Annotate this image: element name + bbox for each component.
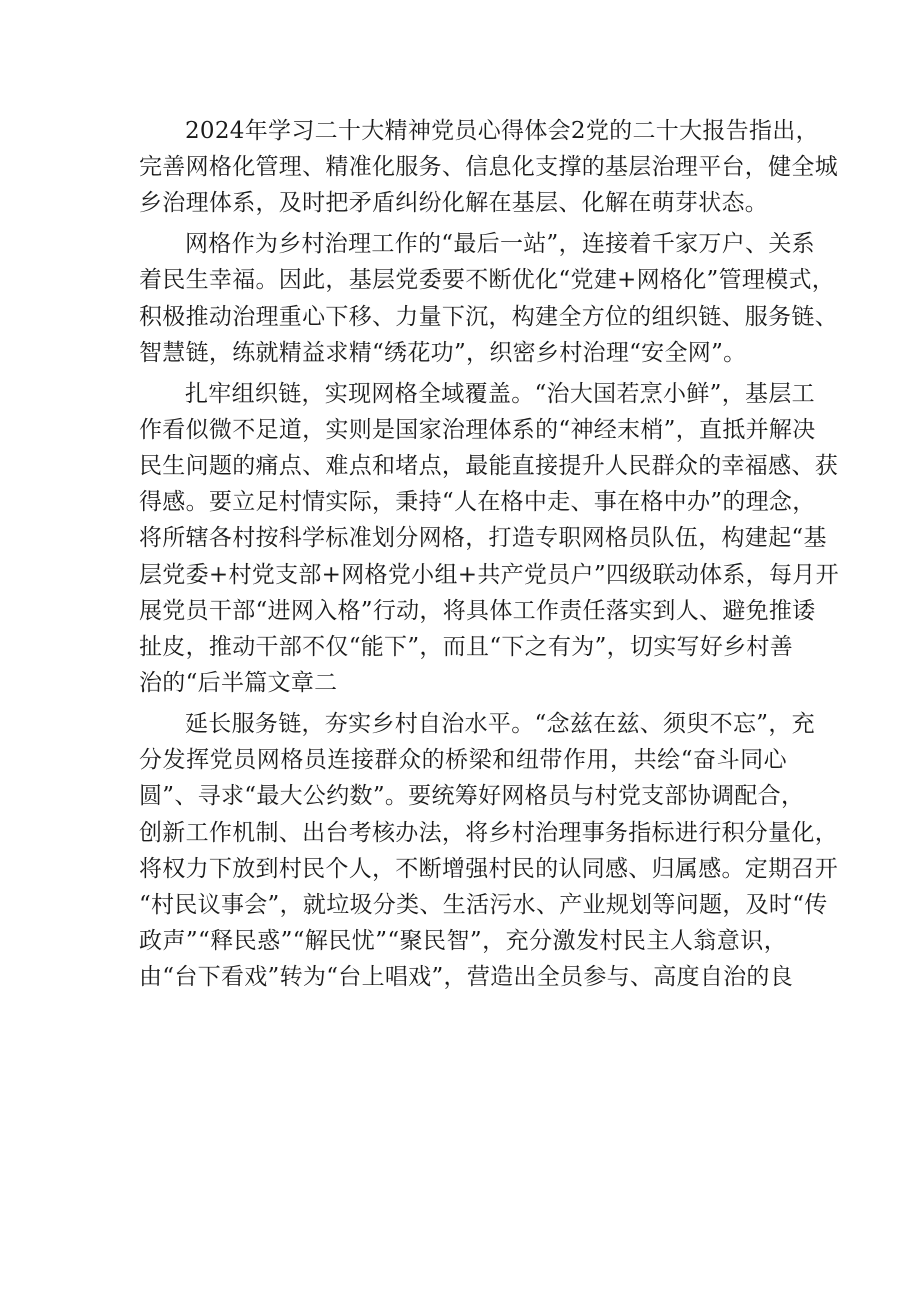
text-line: 治的“后半篇文章二 xyxy=(139,670,338,697)
text-line: 层党委+村党支部+网格党小组+共产党员户”四级联动体系，每月开 xyxy=(139,561,839,588)
text-line: 扎牢组织链，实现网格全域覆盖。“治大国若烹小鲜”，基层工 xyxy=(185,380,815,407)
text-line: 积极推动治理重心下移、力量下沉，构建全方位的组织链、服务链、 xyxy=(139,303,838,330)
text-line: “村民议事会”，就垃圾分类、生活污水、产业规划等问题，及时“传 xyxy=(139,892,828,919)
paragraph-2 xyxy=(139,226,838,371)
text-line: 得感。要立足村情实际，秉持“人在格中走、事在格中办”的理念， xyxy=(139,489,816,516)
text-line: 作看似微不足道，实则是国家治理体系的“神经末梢”，直抵并解决 xyxy=(139,416,816,443)
text-line: 分发挥党员网格员连接群众的桥梁和纽带作用，共绘“奋斗同心 xyxy=(139,747,787,774)
text-line: 民生问题的痛点、难点和堵点，最能直接提升人民群众的幸福感、获 xyxy=(139,453,838,480)
text-line: 智慧链，练就精益求精“绣花功”，织密乡村治理“安全网”。 xyxy=(139,339,747,366)
text-line: 2024年学习二十大精神党员心得体会2党的二十大报告指出， xyxy=(185,118,819,144)
text-line: 着民生幸福。因此，基层党委要不断优化“党建+网格化”管理模式， xyxy=(139,267,836,294)
text-line: 创新工作机制、出台考核办法，将乡村治理事务指标进行积分量化， xyxy=(139,819,838,846)
text-line: 网格作为乡村治理工作的“最后一站”，连接着千家万户、关系 xyxy=(185,231,815,258)
text-line: 将权力下放到村民个人，不断增强村民的认同感、归属感。定期召开 xyxy=(139,855,838,882)
text-line: 完善网格化管理、精准化服务、信息化支撑的基层治理平台，健全城 xyxy=(139,154,838,181)
text-line: 政声”“释民惑”“解民忧”“聚民智”，充分激发村民主人翁意识， xyxy=(139,928,787,955)
text-line: 由“台下看戏”转为“台上唱戏”，营造出全员参与、高度自治的良 xyxy=(139,964,794,991)
text-line: 将所辖各村按科学标准划分网格，打造专职网格员队伍，构建起“基 xyxy=(139,525,827,552)
paragraph-4 xyxy=(139,706,838,996)
paragraph-1 xyxy=(139,113,838,222)
text-line: 乡治理体系，及时把矛盾纠纷化解在基层、化解在萌芽状态。 xyxy=(139,190,769,217)
document-body xyxy=(139,113,839,1000)
text-line: 圆”、寻求“最大公约数”。要统筹好网格员与村党支部协调配合， xyxy=(139,783,805,810)
text-line: 延长服务链，夯实乡村自治水平。“念兹在兹、须臾不忘”，充 xyxy=(185,711,815,738)
text-line: 扯皮，推动干部不仅“能下”，而且“下之有为”，切实写好乡村善 xyxy=(139,634,794,661)
text-line: 展党员干部“进网入格”行动，将具体工作责任落实到人、避免推诿 xyxy=(139,597,816,624)
paragraph-3 xyxy=(139,376,839,702)
